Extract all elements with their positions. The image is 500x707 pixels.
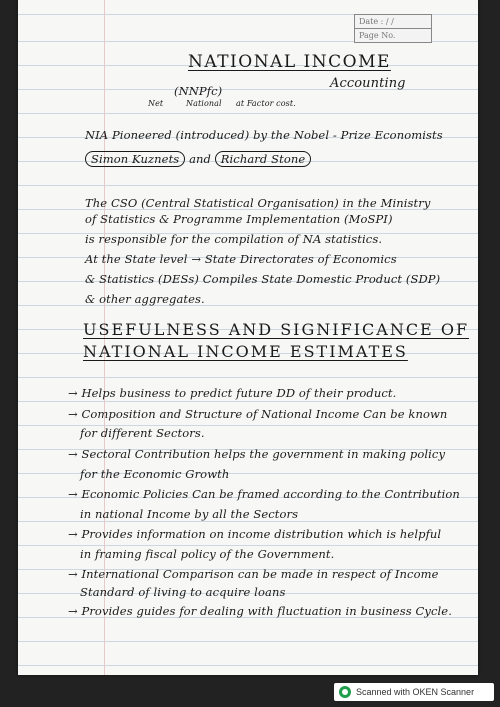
point-2-cont: for different Sectors. — [80, 426, 205, 440]
para1-line1: NIA Pioneered (introduced) by the Nobel - Prize Economists — [85, 128, 443, 142]
point-3: → Sectoral Contribution helps the government in making policy — [68, 447, 446, 461]
kuznets-name: Simon Kuznets — [85, 151, 185, 167]
para2-line: At the State level → State Directorates of Economics — [85, 252, 397, 266]
date-box — [354, 14, 432, 43]
point-2: → Composition and Structure of National Income Can be known — [68, 407, 448, 421]
section-heading-line2: NATIONAL INCOME ESTIMATES — [83, 342, 408, 361]
nnpfc-label: (NNPfc) — [174, 84, 223, 98]
point-4-cont: in national Income by all the Sectors — [80, 507, 299, 521]
point-5: → Provides information on income distribution which is helpful — [68, 527, 442, 541]
point-6: → International Comparison can be made in respect of Income — [68, 567, 439, 581]
para2-line: & other aggregates. — [85, 292, 205, 306]
notebook-page — [18, 0, 478, 675]
page-no-label: Page No. — [355, 28, 431, 42]
section-heading-line1: USEFULNESS AND SIGNIFICANCE OF — [83, 320, 470, 339]
point-1: → Helps business to predict future DD of their product. — [68, 386, 397, 400]
para2-line: The CSO (Central Statistical Organisation) in the Ministry — [85, 196, 431, 210]
para2-line: of Statistics & Programme Implementation (MoSPI) — [85, 212, 393, 226]
national-label: National — [186, 99, 222, 108]
para2-line: is responsible for the compilation of NA statistics. — [85, 232, 383, 246]
page-title: NATIONAL INCOME — [188, 52, 391, 72]
and-word: and — [189, 152, 211, 166]
scanner-text: Scanned with OKEN Scanner — [356, 687, 475, 697]
stone-name: Richard Stone — [215, 151, 312, 167]
point-6-cont: Standard of living to acquire loans — [80, 585, 286, 599]
point-7: → Provides guides for dealing with fluctuation in business Cycle. — [68, 604, 452, 618]
para1-line2 — [85, 152, 311, 166]
scanner-watermark — [334, 683, 494, 701]
factor-cost-label: at Factor cost. — [236, 99, 296, 108]
scanner-logo-icon — [339, 686, 351, 698]
net-label: Net — [148, 99, 164, 108]
accounting-label: Accounting — [330, 76, 406, 91]
point-3-cont: for the Economic Growth — [80, 467, 230, 481]
point-4: → Economic Policies Can be framed according to the Contribution — [68, 487, 460, 501]
date-label: Date : / / — [359, 17, 394, 26]
para2-line: & Statistics (DESs) Compiles State Domestic Product (SDP) — [85, 272, 441, 286]
point-5-cont: in framing fiscal policy of the Government. — [80, 547, 335, 561]
